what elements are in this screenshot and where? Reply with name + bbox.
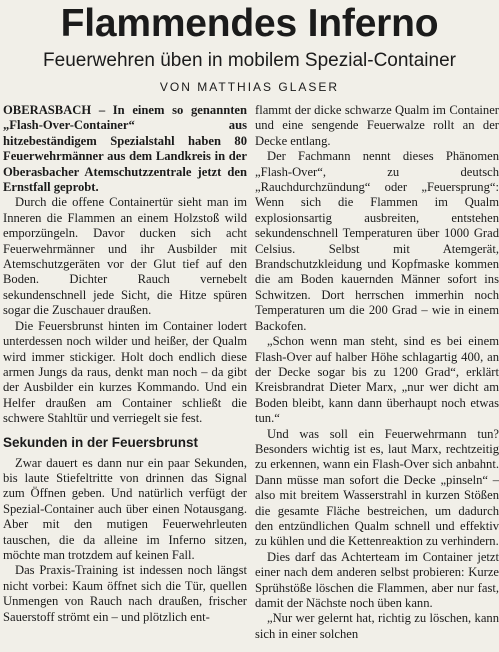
body-paragraph: „Schon wenn man steht, sind es bei einem Flash-Over auf halber Höhe schlagartig 400, an der Decke sogar bis zu 1200 Grad“, erklärt Kreisbrandrat Dieter Marx, „nur wer dicht am Boden bleibt, kann dann überhaupt noch etwas tun.“ — [255, 334, 499, 426]
headline: Flammendes Inferno — [60, 2, 439, 45]
section-heading: Sekunden in der Feuersbrunst — [3, 434, 199, 450]
body-paragraph: flammt der dicke schwarze Qualm im Container und eine sengende Feuerwalze rollt an der Decke entlang. — [255, 103, 499, 148]
lead-paragraph: OBERASBACH – In einem so genannten „Flash-Over-Container“ aus hitzebeständigem Spezialstahl haben 80 Feuerwehrmänner aus dem Landkreis in der Oberasbacher Atemschutzzentrale jetzt den Ernstfall geprobt. — [3, 103, 247, 195]
article-column-left — [3, 103, 247, 652]
body-paragraph: Der Fachmann nennt dieses Phänomen „Flash-Over“, zu deutsch „Rauchdurchzündung“ oder „Feuersprung“: Wenn sich die Flammen im Qualm explosionsartig ausbreiten, entstehen sekundenschnell Temperaturen über 1000 Grad Celsius. Selbst mit Atemgerät, Brandschutzkleidung und Kopfmaske kommen die am Boden kauernden Männer sofort ins Schwitzen. Dort herrschen immerhin noch Temperaturen um die 200 Grad – wie in einem Backofen. — [255, 149, 499, 333]
body-paragraph: Und was soll ein Feuerwehrmann tun? Besonders wichtig ist es, laut Marx, rechtzeitig zu erkennen, wann ein Flash-Over sich anbahnt. Dann müsse man sofort die Decke „pinseln“ – also mit breitem Wasserstrahl in kurzen Stößen die gesamte Fläche bestreichen, um dadurch den entzündlichen Qualm schnell und effektiv zu kühlen und die Kettenreaktion zu verhindern. — [255, 426, 499, 549]
article-column-right — [255, 103, 499, 652]
byline: VON MATTHIAS GLASER — [159, 80, 340, 94]
body-paragraph: Zwar dauert es dann nur ein paar Sekunden, bis laute Stiefeltritte von drinnen das Signal zum Öffnen geben. Und natürlich verfügt der Spezial-Container auch über einen Notausgang. Aber mit den mutigen Feuerwehrleuten tauschen, die da alleine im Inferno sitzen, möchte man trotzdem auf keinen Fall. — [3, 455, 247, 562]
subheadline: Feuerwehren üben in mobilem Spezial-Container — [43, 50, 456, 71]
body-paragraph: Durch die offene Containertür sieht man im Inneren die Flammen an einem Holzstoß wild emporzüngeln. Davor ducken sich acht Feuerwehrmänner und ihr Ausbilder mit Atemschutzgeräten vor der Glut tief auf den Boden. Dichter Rauch vernebelt sekundenschnell jede Sicht, die Hitze spüren sogar die Zuschauer draußen. — [3, 195, 247, 318]
body-paragraph: Das Praxis-Training ist indessen noch längst nicht vorbei: Kaum öffnet sich die Tür, quellen Unmengen von Rauch nach draußen, frischer Sauerstoff strömt ein – und plötzlich ent- — [3, 563, 247, 624]
body-paragraph: „Nur wer gelernt hat, richtig zu löschen, kann sich in einer solchen — [255, 611, 499, 641]
body-paragraph: Die Feuersbrunst hinten im Container lodert unterdessen noch wilder und heißer, der Qualm wird immer stickiger. Holt doch endlich diese armen Jungs da raus, denkt man noch – da gibt der Ausbilder ein kurzes Kommando. Und ein Helfer draußen am Container schließt die schwere Stahltür und verriegelt sie fest. — [3, 318, 247, 426]
body-paragraph: Dies darf das Achterteam im Container jetzt einer nach dem anderen selbst probieren: Kurze Sprühstöße löschen die Flammen, aber nur fast, damit der Nächste noch üben kann. — [255, 549, 499, 610]
